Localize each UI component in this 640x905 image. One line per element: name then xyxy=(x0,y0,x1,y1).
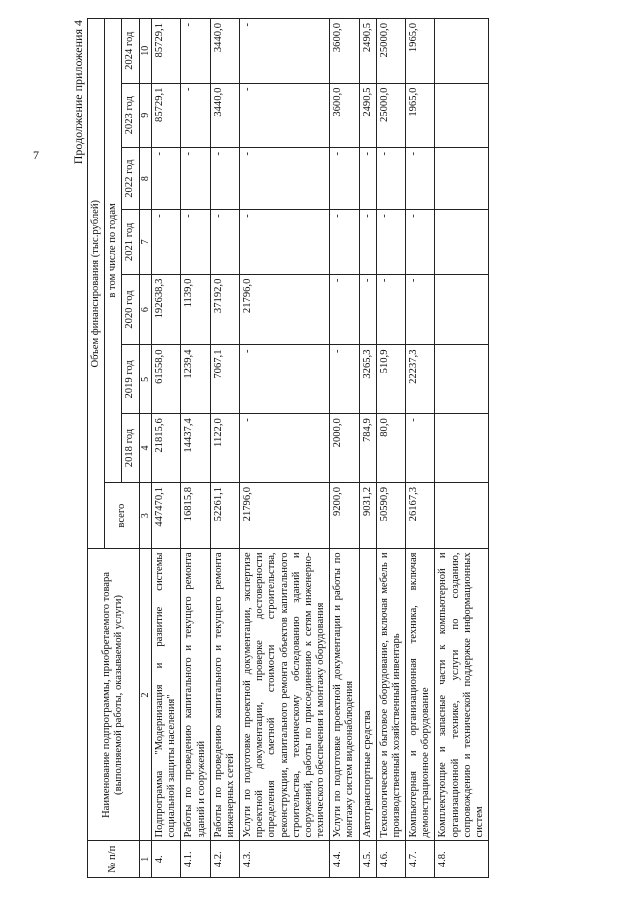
row-year-value: 1965,0 xyxy=(406,19,435,84)
row-year-value: - xyxy=(330,274,359,345)
funding-table xyxy=(87,18,489,878)
row-name: Работы по проведению капитального и текущего ремонта зданий и сооружений xyxy=(181,549,210,841)
page-number: 7 xyxy=(33,148,39,162)
row-number: 4. xyxy=(152,841,181,878)
row-year-value: 22237,3 xyxy=(406,345,435,414)
row-year-value: - xyxy=(210,210,239,274)
row-year-value xyxy=(435,274,489,345)
row-year-value: 510,9 xyxy=(376,345,405,414)
row-total: 26167,3 xyxy=(406,482,435,549)
row-name: Услуги по подготовке проектной документации, экспертизе проектной документации, проверке достоверности определения сметной стоимости строительства, реконструкции, капитального ремонта объектов капитального строительства, техническому обследованию зданий и сооружений, работы по присоединению к сетям инженерно-технического обеспечения и монтажу оборудования xyxy=(240,549,330,841)
row-total: 9031,2 xyxy=(359,482,376,549)
row-year-value xyxy=(435,210,489,274)
column-index: 3 xyxy=(139,482,152,549)
appendix-title: Продолжение приложения 4 xyxy=(71,20,85,165)
row-year-value: - xyxy=(359,274,376,345)
header-year: 2022 год xyxy=(122,147,139,209)
table-row xyxy=(210,19,239,878)
rotated-page-content xyxy=(71,18,601,878)
column-index: 8 xyxy=(139,147,152,209)
row-year-value: - xyxy=(330,210,359,274)
header-funding: Объем финансирования (тыс.рублей) xyxy=(88,19,105,549)
row-year-value: - xyxy=(376,210,405,274)
column-index: 4 xyxy=(139,414,152,483)
header-total: всего xyxy=(105,482,139,549)
column-index: 7 xyxy=(139,210,152,274)
row-year-value: 2000,0 xyxy=(330,414,359,483)
column-index: 5 xyxy=(139,345,152,414)
row-year-value: - xyxy=(376,147,405,209)
row-year-value: 3440,0 xyxy=(210,83,239,147)
table-row xyxy=(152,19,181,878)
row-year-value: 1139,0 xyxy=(181,274,210,345)
table-row xyxy=(181,19,210,878)
row-year-value: - xyxy=(330,147,359,209)
row-year-value xyxy=(435,147,489,209)
row-year-value: - xyxy=(210,147,239,209)
table-row xyxy=(435,19,489,878)
row-year-value: - xyxy=(406,210,435,274)
row-number: 4.7. xyxy=(406,841,435,878)
column-index: 10 xyxy=(139,19,152,84)
row-year-value xyxy=(435,83,489,147)
row-year-value: 21815,6 xyxy=(152,414,181,483)
row-total: 21796,0 xyxy=(240,482,330,549)
row-year-value: - xyxy=(240,147,330,209)
row-year-value: 1965,0 xyxy=(406,83,435,147)
row-name: Работы по проведению капитального и текущего ремонта инженерных сетей xyxy=(210,549,239,841)
row-year-value: 21796,0 xyxy=(240,274,330,345)
row-year-value: - xyxy=(406,274,435,345)
row-number: 4.5. xyxy=(359,841,376,878)
row-year-value: 1239,4 xyxy=(181,345,210,414)
row-year-value: - xyxy=(152,147,181,209)
row-year-value: - xyxy=(181,210,210,274)
row-year-value: 2490,5 xyxy=(359,83,376,147)
row-year-value: - xyxy=(240,210,330,274)
table-row xyxy=(376,19,405,878)
row-year-value: 25000,0 xyxy=(376,83,405,147)
row-year-value: 784,9 xyxy=(359,414,376,483)
row-year-value: - xyxy=(406,147,435,209)
row-year-value: - xyxy=(330,345,359,414)
column-index: 9 xyxy=(139,83,152,147)
row-total: 50590,9 xyxy=(376,482,405,549)
header-year: 2023 год xyxy=(122,83,139,147)
row-year-value: - xyxy=(240,414,330,483)
row-year-value: - xyxy=(359,147,376,209)
row-year-value xyxy=(435,19,489,84)
row-number: 4.8. xyxy=(435,841,489,878)
row-total: 52261,1 xyxy=(210,482,239,549)
header-year: 2018 год xyxy=(122,414,139,483)
row-name: Подпрограмма "Модернизация и развитие системы социальной защиты населения" xyxy=(152,549,181,841)
header-no: № п/п xyxy=(88,841,140,878)
row-year-value: 3440,0 xyxy=(210,19,239,84)
row-year-value: - xyxy=(152,210,181,274)
row-name: Технологическое и бытовое оборудование, включая мебель и производственный хозяйственный инвентарь xyxy=(376,549,405,841)
row-total: 447470,1 xyxy=(152,482,181,549)
row-name: Компьютерная и организационная техника, включая демонстрационное оборудование xyxy=(406,549,435,841)
row-year-value: 80,0 xyxy=(376,414,405,483)
row-total: 16815,8 xyxy=(181,482,210,549)
row-number: 4.1. xyxy=(181,841,210,878)
column-index: 6 xyxy=(139,274,152,345)
row-number: 4.3. xyxy=(240,841,330,878)
row-year-value: 85729,1 xyxy=(152,19,181,84)
row-year-value: 3265,3 xyxy=(359,345,376,414)
row-name: Автотранспортные средства xyxy=(359,549,376,841)
row-total xyxy=(435,482,489,549)
header-year: 2019 год xyxy=(122,345,139,414)
row-number: 4.4. xyxy=(330,841,359,878)
row-year-value: 25000,0 xyxy=(376,19,405,84)
row-year-value: - xyxy=(406,414,435,483)
header-year: 2020 год xyxy=(122,274,139,345)
header-by-year: в том числе по годам xyxy=(105,19,122,483)
row-year-value: - xyxy=(181,147,210,209)
row-year-value: - xyxy=(181,19,210,84)
row-year-value: 14437,4 xyxy=(181,414,210,483)
row-year-value: 7067,1 xyxy=(210,345,239,414)
row-year-value: 1122,0 xyxy=(210,414,239,483)
row-year-value xyxy=(435,414,489,483)
column-index: 2 xyxy=(139,549,152,841)
table-row xyxy=(406,19,435,878)
column-index: 1 xyxy=(139,841,152,878)
row-year-value: - xyxy=(240,345,330,414)
row-year-value: 192638,3 xyxy=(152,274,181,345)
row-name: Услуги по подготовке проектной документации и работы по монтажу систем видеонаблюдения xyxy=(330,549,359,841)
row-year-value xyxy=(435,345,489,414)
table-row xyxy=(359,19,376,878)
row-number: 4.2. xyxy=(210,841,239,878)
row-year-value: - xyxy=(240,19,330,84)
table-row xyxy=(330,19,359,878)
row-year-value: - xyxy=(359,210,376,274)
row-year-value: 3600,0 xyxy=(330,83,359,147)
row-year-value: - xyxy=(240,83,330,147)
row-year-value: - xyxy=(376,274,405,345)
row-year-value: 61558,0 xyxy=(152,345,181,414)
header-name: Наименование подпрограммы, приобретаемого товара (выполняемой работы, оказываемой услуги) xyxy=(88,549,140,841)
row-total: 9200,0 xyxy=(330,482,359,549)
row-year-value: 2490,5 xyxy=(359,19,376,84)
row-year-value: 85729,1 xyxy=(152,83,181,147)
row-name: Комплектующие и запасные части к компьютерной и организационной технике, услуги по созданию, сопровождению и технической поддержке информационных систем xyxy=(435,549,489,841)
header-year: 2021 год xyxy=(122,210,139,274)
header-year: 2024 год xyxy=(122,19,139,84)
row-number: 4.6. xyxy=(376,841,405,878)
row-year-value: - xyxy=(181,83,210,147)
row-year-value: 37192,0 xyxy=(210,274,239,345)
row-year-value: 3600,0 xyxy=(330,19,359,84)
table-row xyxy=(240,19,330,878)
